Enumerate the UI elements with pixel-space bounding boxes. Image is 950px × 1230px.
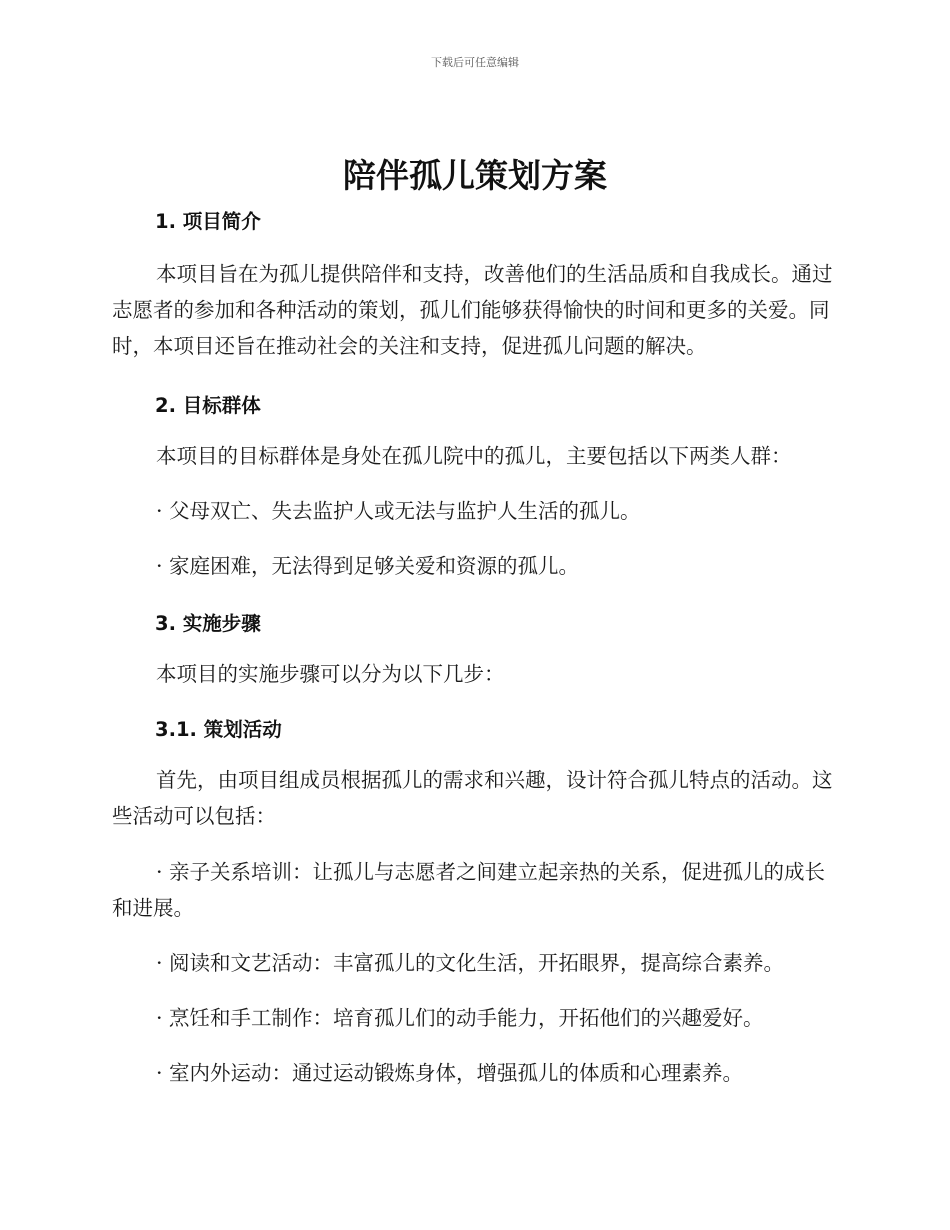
section-2-heading: 2. 目标群体: [155, 394, 261, 417]
section-2-paragraph: 本项目的目标群体是身处在孤儿院中的孤儿，主要包括以下两类人群：: [156, 444, 792, 468]
document-body: [112, 200, 838, 1091]
header-note: 下载后可任意编辑: [431, 56, 519, 69]
section-3-1-bullet-3: · 烹饪和手工制作：培育孤儿们的动手能力，开拓他们的兴趣爱好。: [156, 1006, 764, 1030]
document-title: 陪伴孤儿策划方案: [343, 156, 607, 195]
section-2-bullet-1: · 父母双亡、失去监护人或无法与监护人生活的孤儿。: [156, 499, 641, 523]
section-3-1-paragraph: 首先，由项目组成员根据孤儿的需求和兴趣，设计符合孤儿特点的活动。这些活动可以包括：: [112, 768, 833, 828]
section-3-paragraph: 本项目的实施步骤可以分为以下几步：: [156, 662, 505, 686]
section-3-1-bullet-2: · 阅读和文艺活动：丰富孤儿的文化生活，开拓眼界，提高综合素养。: [156, 951, 785, 975]
section-1-paragraph: 本项目旨在为孤儿提供陪伴和支持，改善他们的生活品质和自我成长。通过志愿者的参加和各种活动的策划，孤儿们能够获得愉快的时间和更多的关爱。同时，本项目还旨在推动社会的关注和支持，促进孤儿问题的解决。: [112, 262, 833, 358]
section-3-heading: 3. 实施步骤: [155, 612, 261, 635]
section-3-1-heading: 3.1. 策划活动: [155, 718, 282, 741]
section-3-1-bullet-1: · 亲子关系培训：让孤儿与志愿者之间建立起亲热的关系，促进孤儿的成长和进展。: [112, 860, 826, 920]
section-3-1-bullet-4: · 室内外运动：通过运动锻炼身体，增强孤儿的体质和心理素养。: [156, 1061, 744, 1085]
section-2-bullet-2: · 家庭困难，无法得到足够关爱和资源的孤儿。: [156, 554, 580, 578]
section-1-heading: 1. 项目简介: [155, 210, 261, 233]
